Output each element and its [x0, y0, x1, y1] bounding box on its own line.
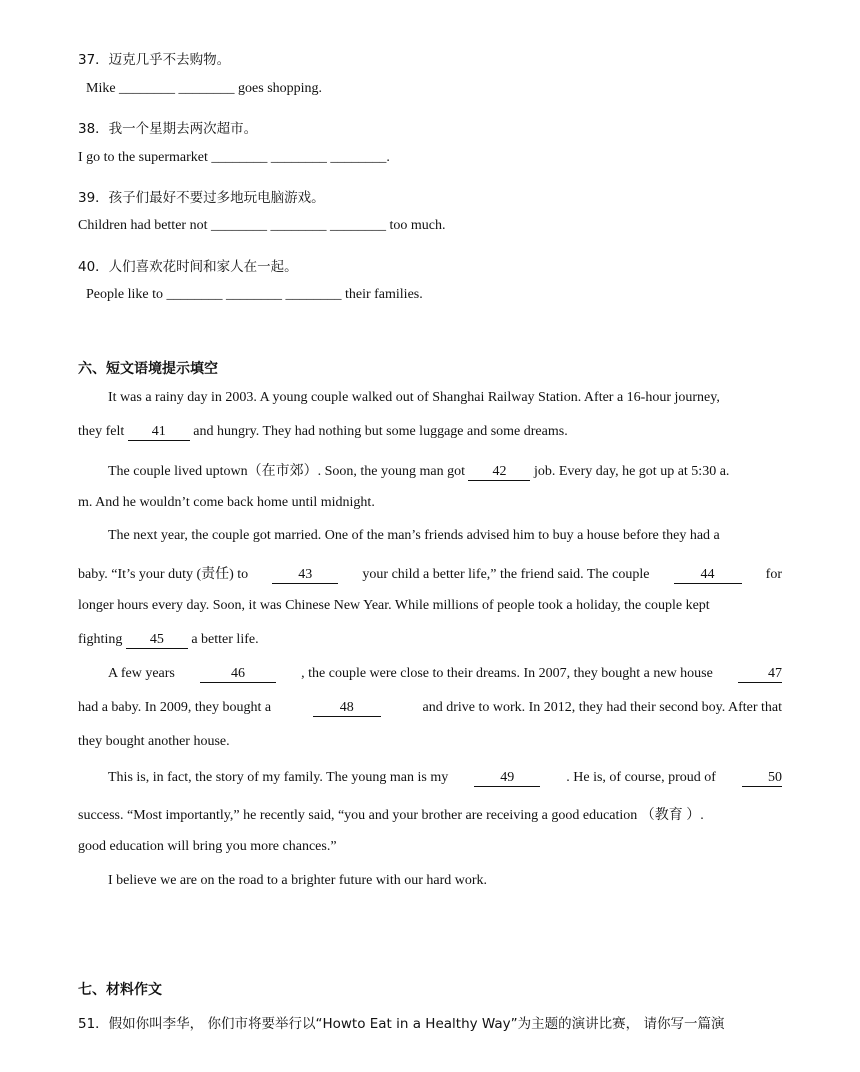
- question-39-english: Children had better not ________ ________ ________ too much.: [78, 218, 446, 233]
- passage-line: The couple lived uptown（在市郊）. Soon, the young man got 42 job. Every day, he got up at 5:30 a.: [108, 464, 730, 479]
- passage-line: It was a rainy day in 2003. A young couple walked out of Shanghai Railway Station. After a 16-hour journey,: [108, 390, 720, 405]
- blank-49: 49: [474, 770, 540, 787]
- passage-line: The next year, the couple got married. One of the man’s friends advised him to buy a house before they had a: [108, 528, 720, 543]
- section-6-heading: 六、短文语境提示填空: [78, 361, 218, 377]
- blank-42: 42: [468, 464, 530, 481]
- question-37-chinese: 37．迈克几乎不去购物。: [78, 52, 231, 68]
- question-51: 51．假如你叫李华， 你们市将要举行以“Howto Eat in a Healthy Way”为主题的演讲比赛， 请你写一篇演: [78, 1016, 725, 1032]
- blank-47: 47: [738, 666, 782, 683]
- blank-43: 43: [272, 567, 338, 584]
- blank-44: 44: [674, 567, 742, 584]
- question-40-chinese: 40．人们喜欢花时间和家人在一起。: [78, 259, 298, 275]
- section-7-heading: 七、材料作文: [78, 982, 162, 998]
- blank-45: 45: [126, 632, 188, 649]
- passage-line: success. “Most importantly,” he recently said, “you and your brother are receiving a good education （教育 ）.: [78, 808, 704, 823]
- passage-line: m. And he wouldn’t come back home until midnight.: [78, 495, 375, 510]
- question-37-english: Mike ________ ________ goes shopping.: [86, 81, 323, 96]
- passage-line: I believe we are on the road to a brighter future with our hard work.: [108, 873, 488, 888]
- passage-line: baby. “It’s your duty (责任) to 43 your child a better life,” the friend said. The couple 44 for: [78, 567, 782, 582]
- passage-line: they felt 41 and hungry. They had nothing but some luggage and some dreams.: [78, 424, 568, 439]
- question-39-chinese: 39．孩子们最好不要过多地玩电脑游戏。: [78, 190, 325, 206]
- blank-48: 48: [313, 700, 381, 717]
- passage-line: they bought another house.: [78, 734, 230, 749]
- passage-line: fighting 45 a better life.: [78, 632, 259, 647]
- passage-line: A few years 46 , the couple were close to their dreams. In 2007, they bought a new house 47: [108, 666, 782, 681]
- passage-line: good education will bring you more chances.”: [78, 839, 337, 854]
- passage-line: longer hours every day. Soon, it was Chinese New Year. While millions of people took a holiday, the couple kept: [78, 598, 710, 613]
- question-40-english: People like to ________ ________ ________ their families.: [86, 287, 423, 302]
- passage-line: This is, in fact, the story of my family. The young man is my 49 . He is, of course, proud of 50: [108, 770, 782, 785]
- blank-41: 41: [128, 424, 190, 441]
- blank-50: 50: [742, 770, 782, 787]
- question-38-english: I go to the supermarket ________ ________ ________.: [78, 150, 390, 165]
- question-38-chinese: 38．我一个星期去两次超市。: [78, 121, 258, 137]
- blank-46: 46: [200, 666, 276, 683]
- passage-line: had a baby. In 2009, they bought a 48 and drive to work. In 2012, they had their second boy. After that: [78, 700, 782, 715]
